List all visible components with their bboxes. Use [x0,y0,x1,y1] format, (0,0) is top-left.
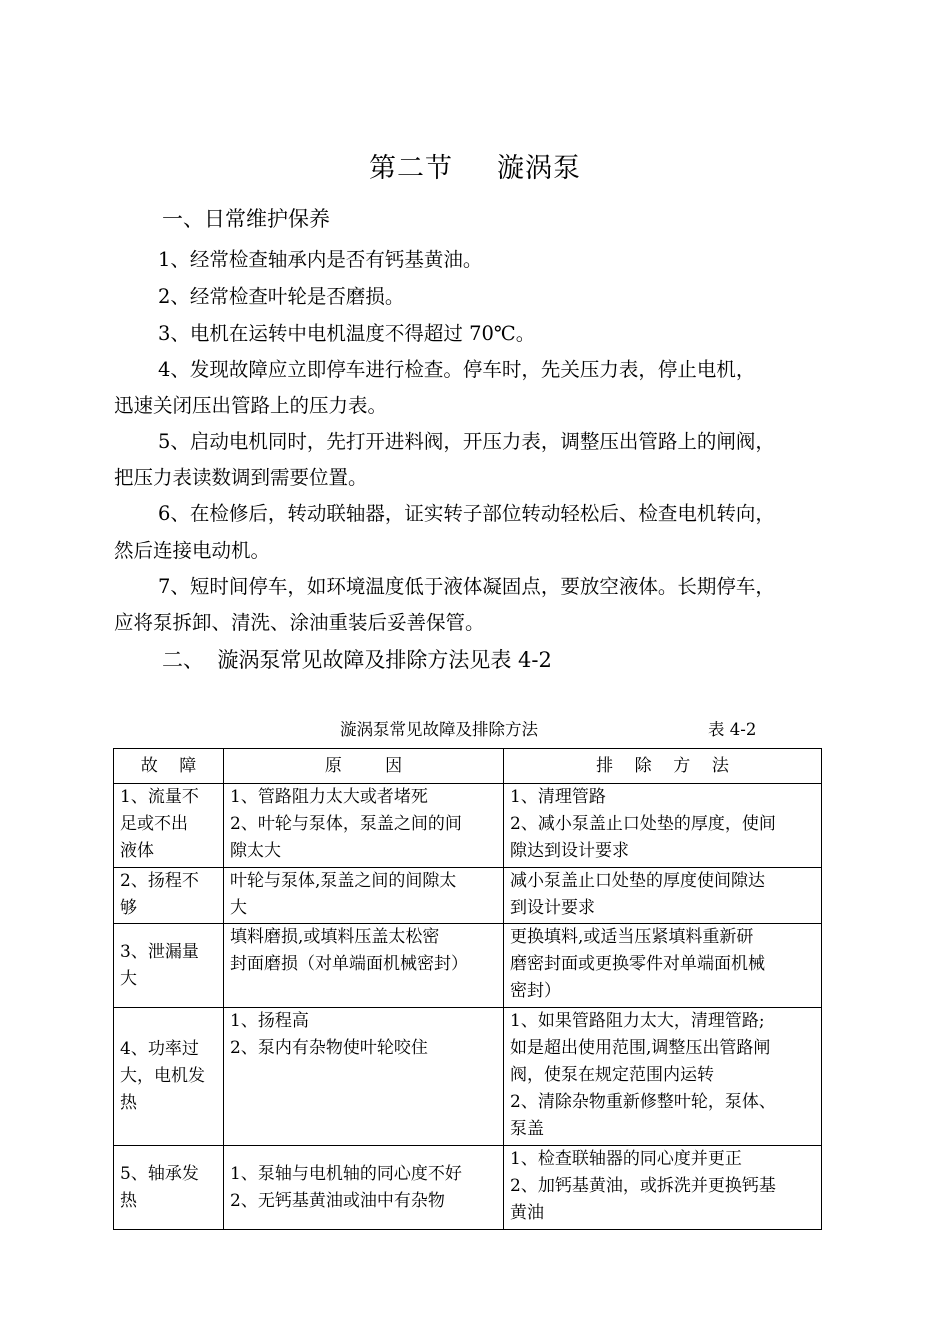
table-row [114,1008,822,1146]
header-cause: 原 因 [224,749,504,784]
cause-cell: 1、管路阻力太大或者堵死 2、叶轮与泵体，泵盖之间的间 隙太大 [224,784,504,868]
item-5-line2: 把压力表读数调到需要位置。 [114,466,368,489]
item-1: 1、经常检查轴承内是否有钙基黄油。 [158,248,483,271]
table-outer-border [821,748,822,1230]
fault-table [113,748,822,1230]
table-row [114,784,822,868]
title-part1: 第二节 [369,153,453,184]
remedy-cell: 1、检查联轴器的同心度并更正 2、加钙基黄油，或拆洗并更换钙基 黄油 [504,1146,822,1230]
cause-cell: 1、泵轴与电机轴的同心度不好 2、无钙基黄油或油中有杂物 [224,1146,504,1230]
item-2: 2、经常检查叶轮是否磨损。 [158,285,405,308]
fault-cell: 1、流量不 足或不出 液体 [114,784,224,868]
table-header-row [114,749,822,784]
header-fault: 故 障 [114,749,224,784]
item-4-line2: 迅速关闭压出管路上的压力表。 [114,394,388,417]
page-title [0,146,950,185]
remedy-cell: 1、如果管路阻力太大，清理管路; 如是超出使用范围,调整压出管路闸 阀，使泵在规定范围内运转 2、清除杂物重新修整叶轮，泵体、 泵盖 [504,1008,822,1146]
item-3: 3、电机在运转中电机温度不得超过 70℃。 [158,322,536,345]
table-caption: 漩涡泵常见故障及排除方法 [340,720,538,739]
fault-cell: 5、轴承发 热 [114,1146,224,1230]
header-remedy: 排 除 方 法 [504,749,822,784]
section1-heading: 一、日常维护保养 [162,207,330,231]
table-row [114,1146,822,1230]
table-row [114,868,822,924]
item-6-line1: 6、在检修后，转动联轴器，证实转子部位转动轻松后、检查电机转向， [158,502,775,525]
item-7-line2: 应将泵拆卸、清洗、涂油重装后妥善保管。 [114,611,485,634]
remedy-cell: 减小泵盖止口处垫的厚度使间隙达 到设计要求 [504,868,822,924]
table-number: 表 4-2 [708,720,757,739]
item-6-line2: 然后连接电动机。 [114,539,271,562]
fault-cell: 4、功率过 大，电机发 热 [114,1008,224,1146]
cause-cell: 叶轮与泵体,泵盖之间的间隙太 大 [224,868,504,924]
item-4-line1: 4、发现故障应立即停车进行检查。停车时，先关压力表，停止电机， [158,358,756,381]
section2-heading: 二、 漩涡泵常见故障及排除方法见表 4-2 [162,648,552,672]
item-7-line1: 7、短时间停车，如环境温度低于液体凝固点，要放空液体。长期停车， [158,575,775,598]
fault-cell: 3、泄漏量 大 [114,924,224,1008]
cause-cell: 填料磨损,或填料压盖太松密 封面磨损（对单端面机械密封） [224,924,504,1008]
table-row [114,924,822,1008]
title-part2: 漩涡泵 [497,153,581,184]
item-5-line1: 5、启动电机同时，先打开进料阀，开压力表，调整压出管路上的闸阀， [158,430,775,453]
fault-cell: 2、扬程不 够 [114,868,224,924]
remedy-cell: 更换填料,或适当压紧填料重新研 磨密封面或更换零件对单端面机械 密封） [504,924,822,1008]
remedy-cell: 1、清理管路 2、减小泵盖止口处垫的厚度，使间 隙达到设计要求 [504,784,822,868]
cause-cell: 1、扬程高 2、泵内有杂物使叶轮咬住 [224,1008,504,1146]
